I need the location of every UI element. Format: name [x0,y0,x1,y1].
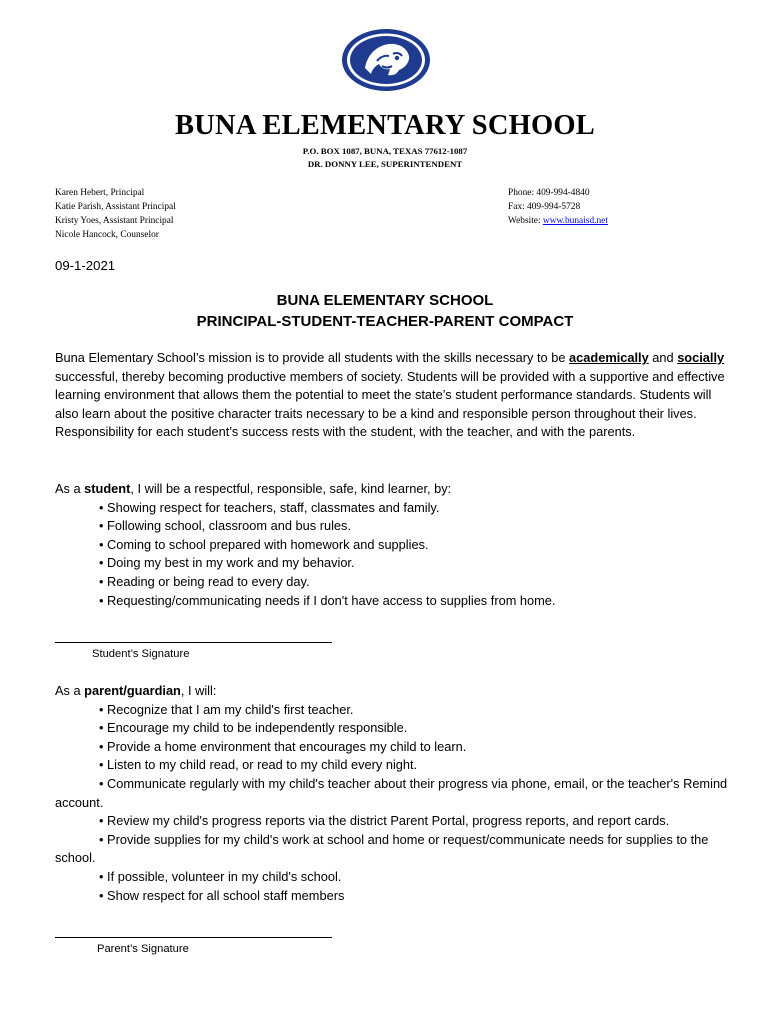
list-item: • Encourage my child to be independently responsible. [99,720,408,736]
list-item [55,831,745,868]
list-item: • Reading or being read to every day. [99,573,310,589]
parent-intro [55,682,745,701]
list-item: • Review my child's progress reports via the district Parent Portal, progress reports, and report cards. [99,813,670,829]
staff-principal: Karen Hebert, Principal [55,188,145,198]
website-label: Website: [508,216,543,226]
website-line [508,214,608,228]
list-item: • Recognize that I am my child's first teacher. [99,701,354,717]
mission-text-2: and [648,350,678,365]
school-name: BUNA ELEMENTARY SCHOOL [175,110,595,141]
list-item: • Coming to school prepared with homework and supplies. [99,536,429,552]
list-item: • Listen to my child read, or read to my child every night. [99,757,418,773]
parent-signature-line[interactable] [55,937,332,938]
student-intro-post: , I will be a respectful, responsible, safe, kind learner, by: [130,481,452,496]
website-link[interactable]: www.bunaisd.net [542,216,608,226]
staff-assistant-principal-1: Katie Parish, Assistant Principal [55,202,176,212]
fax-number: Fax: 409-994-5728 [508,202,581,212]
school-logo-cougar-icon [341,28,431,92]
list-item: • Show respect for all school staff members [99,887,345,903]
compact-title [0,290,770,332]
parent-role: parent/guardian [84,683,181,698]
student-intro [55,480,745,499]
list-item: • Showing respect for teachers, staff, classmates and family. [99,499,440,515]
list-item: • Doing my best in my work and my behavior. [99,555,355,571]
parent-signature-label: Parent’s Signature [97,943,189,955]
student-role: student [84,481,131,496]
contact-info [508,186,608,228]
school-address: P.O. BOX 1087, BUNA, TEXAS 77612-1087 [302,146,468,156]
mission-emphasis-socially: socially [677,350,725,365]
staff-list [55,186,176,242]
list-item: • If possible, volunteer in my child's school. [99,868,342,884]
student-intro-pre: As a [55,481,85,496]
list-item: • Requesting/communicating needs if I don't have access to supplies from home. [99,592,556,608]
list-item: • Following school, classroom and bus rules. [99,518,352,534]
student-signature-line[interactable] [55,642,332,643]
compact-title-line1: BUNA ELEMENTARY SCHOOL [276,292,494,309]
mission-text-1: Buna Elementary School’s mission is to provide all students with the skills necessary to be [55,350,570,365]
superintendent: DR. DONNY LEE, SUPERINTENDENT [307,159,463,169]
staff-counselor: Nicole Hancock, Counselor [55,230,159,240]
compact-title-line2: PRINCIPAL-STUDENT-TEACHER-PARENT COMPACT [196,313,574,330]
mission-text-3: successful, thereby becoming productive members of society. Students will be provided with a supportive and effective learning environment that allows them the potential to meet the state’s student performance standards. Students will also learn about the positive character traits necessary to be a kind and responsible person throughout their lives. Responsibility for each student’s success rests with the student, with the teacher, and with the parents. [55,368,725,440]
phone-number: Phone: 409-994-4840 [508,188,590,198]
mission-statement [55,349,735,442]
list-item-text: • Provide supplies for my child's work at school and home or request/communicate needs for supplies to the school. [55,831,709,866]
document-date: 09-1-2021 [55,258,116,273]
mission-emphasis-academically: academically [569,350,649,365]
list-item-text: • Communicate regularly with my child's teacher about their progress via phone, email, or the teacher's Remind account. [55,775,728,810]
parent-section [55,682,745,905]
staff-assistant-principal-2: Kristy Yoes, Assistant Principal [55,216,174,226]
parent-intro-pre: As a [55,683,85,698]
student-signature-label: Student’s Signature [92,648,190,660]
list-item: • Provide a home environment that encourages my child to learn. [99,738,467,754]
list-item [55,775,745,812]
parent-intro-post: , I will: [180,683,217,698]
student-section [55,480,745,610]
